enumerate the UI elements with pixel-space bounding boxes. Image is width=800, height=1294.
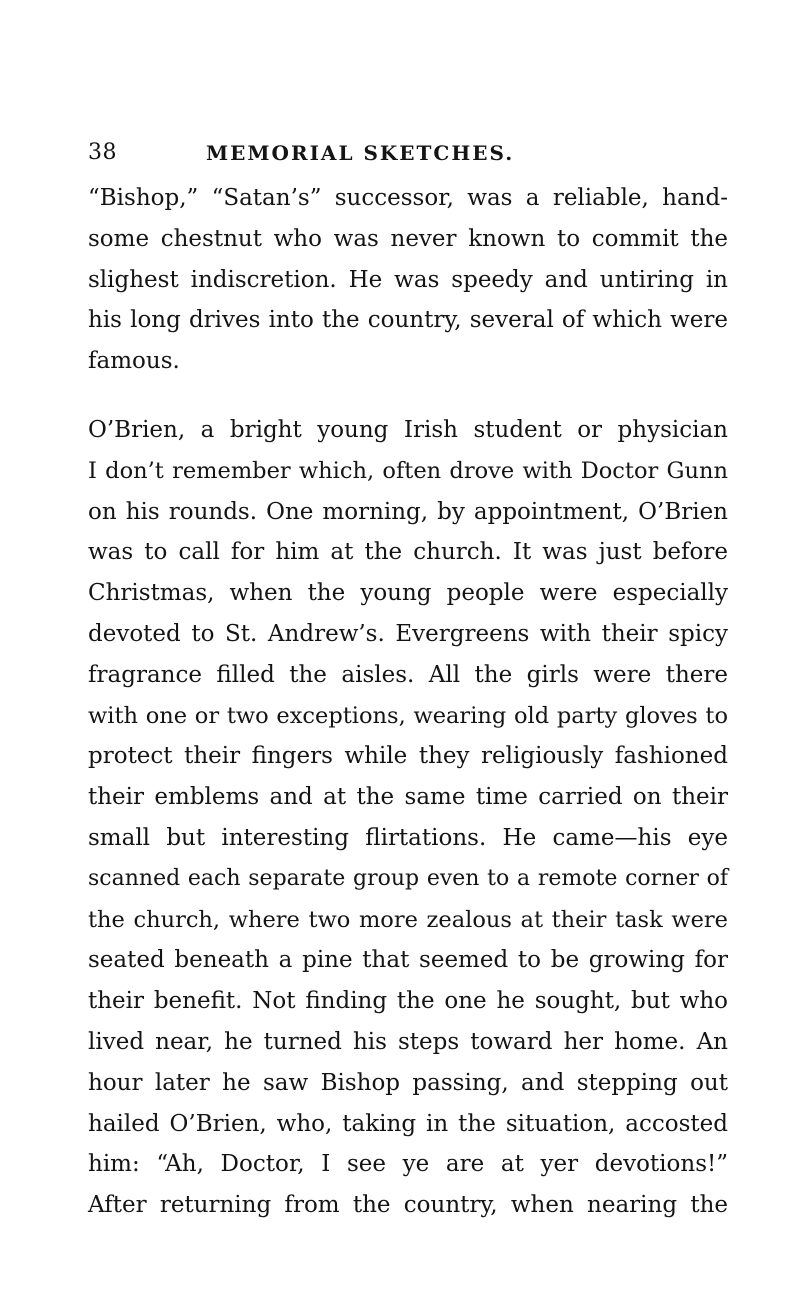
text-line: with one or two exceptions, wearing old party gloves to <box>88 702 728 729</box>
text-line: small but interesting flirtations. He came—his eye <box>88 824 728 851</box>
text-line: their benefit. Not finding the one he sought, but who <box>88 988 728 1015</box>
text-line: the church, where two more zealous at their task were <box>88 906 728 933</box>
page-header <box>88 140 728 170</box>
text-line: After returning from the country, when nearing the <box>88 1192 728 1219</box>
text-line: him: “Ah, Doctor, I see ye are at yer devotions!” <box>88 1151 728 1178</box>
paragraph <box>88 178 728 382</box>
text-line: fragrance filled the aisles. All the girls were there <box>88 661 728 688</box>
text-line: hour later he saw Bishop passing, and stepping out <box>88 1069 728 1096</box>
body-text <box>88 178 728 1226</box>
text-line: famous. <box>88 348 180 375</box>
text-line: on his rounds. One morning, by appointment, O’Brien <box>88 498 728 525</box>
text-line: protect their fingers while they religiously fashioned <box>88 743 728 770</box>
text-line: lived near, he turned his steps toward her home. An <box>88 1028 728 1055</box>
text-line: devoted to St. Andrew’s. Evergreens with their spicy <box>88 620 728 647</box>
running-head: MEMORIAL SKETCHES. <box>206 141 515 165</box>
text-line: seated beneath a pine that seemed to be growing for <box>88 947 728 974</box>
text-line: their emblems and at the same time carried on their <box>88 784 728 811</box>
text-line: Christmas, when the young people were especially <box>88 580 728 607</box>
text-line: his long drives into the country, several of which were <box>88 307 728 334</box>
text-line: O’Brien, a bright young Irish student or physician <box>88 416 728 443</box>
paragraph-gap <box>88 382 728 410</box>
text-line: “Bishop,” “Satan’s” successor, was a reliable, hand- <box>88 185 728 211</box>
page-number: 38 <box>88 140 117 165</box>
text-line: I don’t remember which, often drove with Doctor Gunn <box>88 457 728 484</box>
text-line: slighest indiscretion. He was speedy and untiring in <box>88 266 728 293</box>
text-line: scanned each separate group even to a remote corner of <box>88 865 728 891</box>
paragraph <box>88 410 728 1226</box>
text-line: was to call for him at the church. It was just before <box>88 539 728 566</box>
text-line: some chestnut who was never known to commit the <box>88 225 728 252</box>
text-line: hailed O’Brien, who, taking in the situation, accosted <box>88 1110 728 1137</box>
